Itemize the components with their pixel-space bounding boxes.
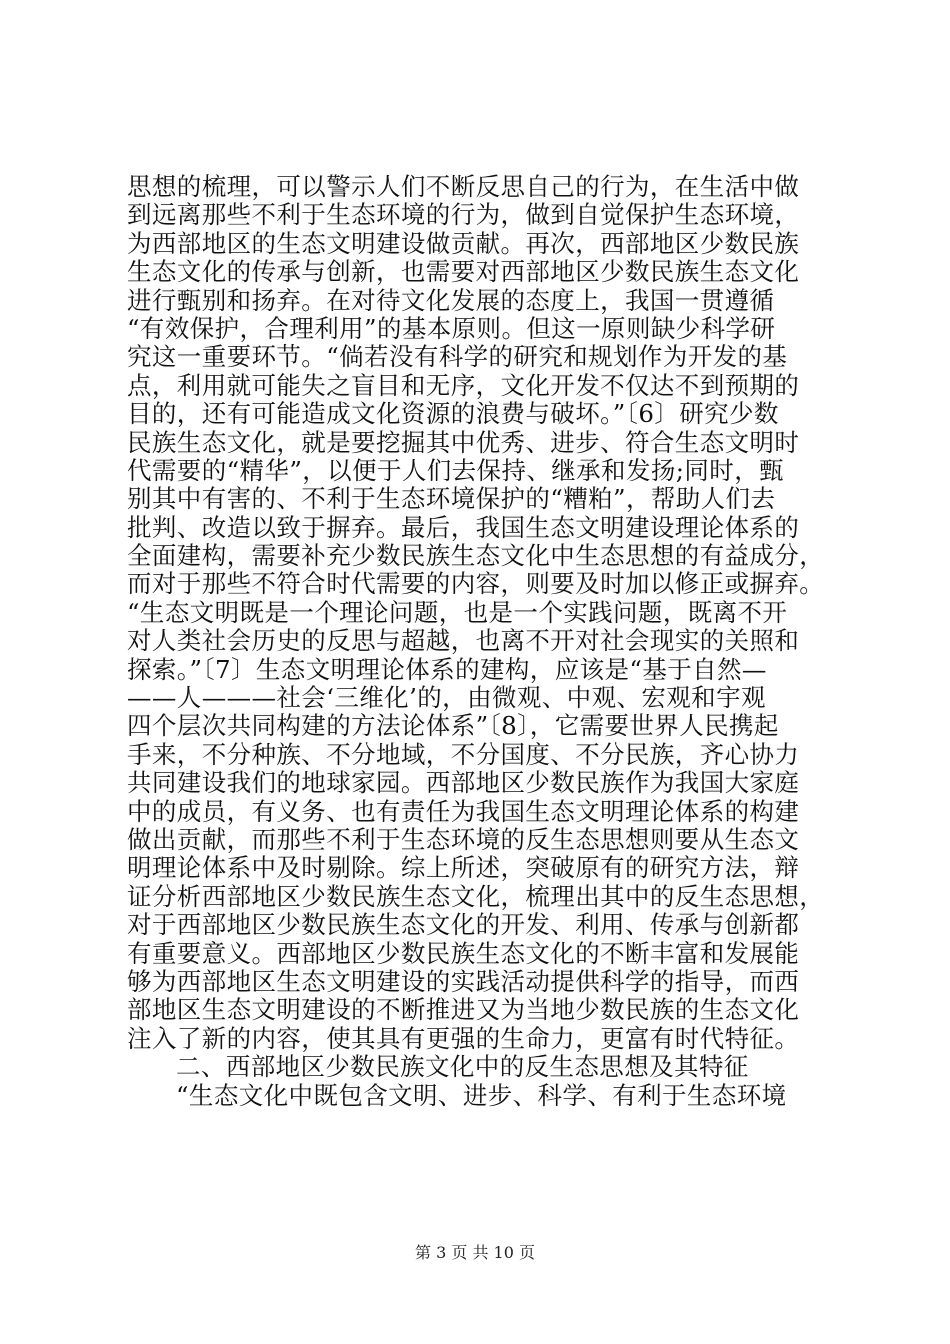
page-number-footer: 第 3 页 共 10 页 (415, 1243, 535, 1262)
text-line: 共同建设我们的地球家园。西部地区少数民族作为我国大家庭 (127, 769, 800, 798)
text-line: 代需要的“精华”，以便于人们去保持、继承和发扬;同时，甄 (127, 456, 785, 485)
text-line: 对于西部地区少数民族生态文化的开发、利用、传承与创新都 (127, 911, 800, 940)
text-line: 进行甄别和扬弃。在对待文化发展的态度上，我国一贯遵循 (127, 286, 775, 315)
text-line: 目的，还有可能造成文化资源的浪费与破坏。”〔6〕研究少数 (127, 400, 779, 429)
text-line: 批判、改造以致于摒弃。最后，我国生态文明建设理论体系的 (127, 513, 800, 542)
section-heading: 二、西部地区少数民族文化中的反生态思想及其特征 (176, 1053, 749, 1082)
text-line: 到远离那些不利于生态环境的行为，做到自觉保护生态环境， (127, 201, 800, 230)
text-line: 手来，不分种族、不分地域，不分国度、不分民族，齐心协力 (127, 740, 800, 769)
text-line: 全面建构，需要补充少数民族生态文化中生态思想的有益成分， (127, 542, 825, 571)
text-line: 证分析西部地区少数民族生态文化，梳理出其中的反生态思想， (127, 882, 825, 911)
text-line: 注入了新的内容，使其具有更强的生命力，更富有时代特征。 (127, 1024, 800, 1053)
text-line: 为西部地区的生态文明建设做贡献。再次，西部地区少数民族 (127, 229, 800, 258)
body-text (127, 173, 847, 1110)
text-line: 部地区生态文明建设的不断推进又为当地少数民族的生态文化 (127, 996, 800, 1025)
text-line: 而对于那些不符合时代需要的内容，则要及时加以修正或摒弃。 (127, 570, 825, 599)
text-line: “有效保护，合理利用”的基本原则。但这一原则缺少科学研 (127, 314, 776, 343)
text-line: “生态文明既是一个理论问题，也是一个实践问题，既离不开 (127, 598, 788, 627)
paragraph-start: “生态文化中既包含文明、进步、科学、有利于生态环境 (176, 1081, 787, 1110)
text-line: 做出贡献，而那些不利于生态环境的反生态思想则要从生态文 (127, 825, 800, 854)
text-line: 够为西部地区生态文明建设的实践活动提供科学的指导，而西 (127, 967, 800, 996)
text-line: 究这一重要环节。“倘若没有科学的研究和规划作为开发的基 (127, 343, 788, 372)
text-line: 有重要意义。西部地区少数民族生态文化的不断丰富和发展能 (127, 939, 800, 968)
text-line: 探索。”〔7〕生态文明理论体系的建构，应该是“基于自然— (127, 655, 767, 684)
text-line: 中的成员，有义务、也有责任为我国生态文明理论体系的构建 (127, 797, 800, 826)
text-line: 明理论体系中及时剔除。综上所述，突破原有的研究方法，辩 (127, 854, 800, 883)
text-line: 对人类社会历史的反思与超越，也离不开对社会现实的关照和 (127, 627, 800, 656)
text-line: 生态文化的传承与创新，也需要对西部地区少数民族生态文化 (127, 258, 800, 287)
text-line: 四个层次共同构建的方法论体系”〔8〕，它需要世界人民携起 (127, 712, 779, 741)
text-line: ——人———社会‘三维化’的，由微观、中观、宏观和宇观 (127, 684, 766, 713)
text-line: 点，利用就可能失之盲目和无序，文化开发不仅达不到预期的 (127, 371, 800, 400)
text-line: 别其中有害的、不利于生态环境保护的“糟粕”，帮助人们去 (127, 485, 776, 514)
text-line: 民族生态文化，就是要挖掘其中优秀、进步、符合生态文明时 (127, 428, 800, 457)
text-line: 思想的梳理，可以警示人们不断反思自己的行为，在生活中做 (127, 173, 800, 201)
